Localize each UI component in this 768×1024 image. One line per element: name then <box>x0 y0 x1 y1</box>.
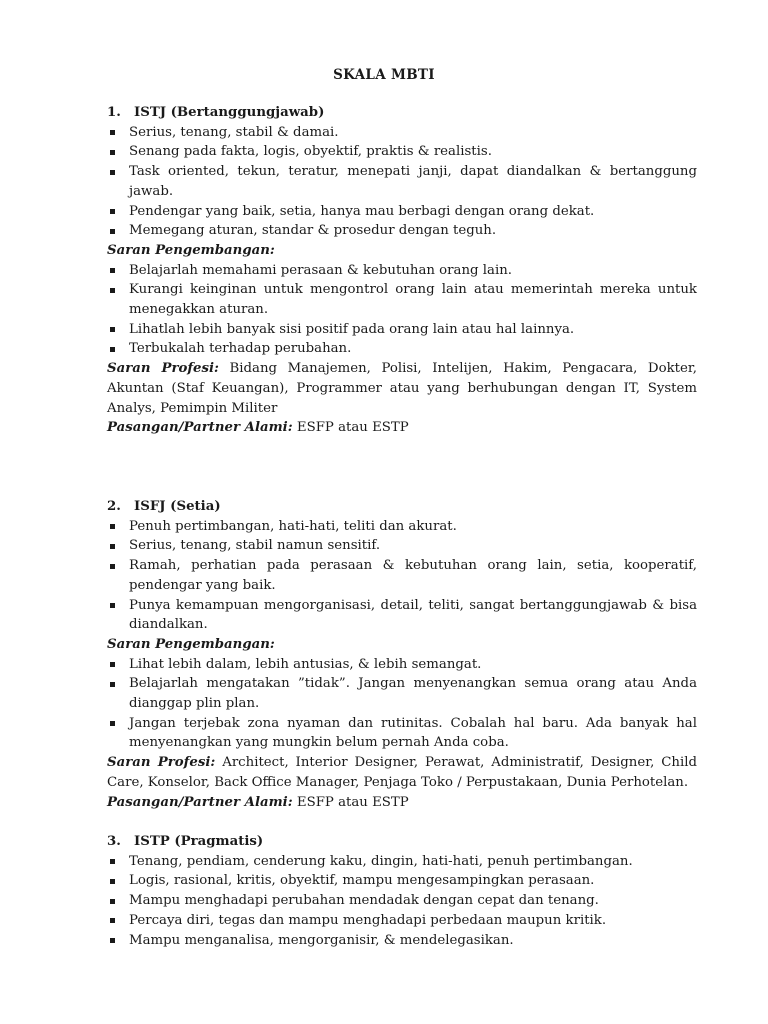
list-item: Belajarlah memahami perasaan & kebutuhan orang lain. <box>107 261 697 281</box>
list-item: Belajarlah mengatakan ”tidak”. Jangan menyenangkan semua orang atau Anda dianggap plin plan. <box>107 674 697 713</box>
profesi-paragraph <box>107 359 697 418</box>
trait-list <box>107 123 697 241</box>
list-item: Tenang, pendiam, cenderung kaku, dingin, hati-hati, penuh pertimbangan. <box>107 852 697 872</box>
section-number: 1. <box>107 105 121 120</box>
section-title: ISFJ (Setia) <box>134 499 221 514</box>
saran-list <box>107 261 697 360</box>
section-number: 2. <box>107 499 121 514</box>
profesi-paragraph <box>107 753 697 792</box>
list-item: Serius, tenang, stabil namun sensitif. <box>107 536 697 556</box>
partner-paragraph <box>107 418 697 438</box>
saran-list <box>107 655 697 754</box>
list-item: Serius, tenang, stabil & damai. <box>107 123 697 143</box>
list-item: Logis, rasional, kritis, obyektif, mampu mengesampingkan perasaan. <box>107 871 697 891</box>
list-item: Memegang aturan, standar & prosedur dengan teguh. <box>107 221 697 241</box>
list-item: Penuh pertimbangan, hati-hati, teliti dan akurat. <box>107 517 697 537</box>
section-title: ISTJ (Bertanggungjawab) <box>134 105 325 120</box>
partner-text: ESFP atau ESTP <box>296 420 409 436</box>
list-item: Punya kemampuan mengorganisasi, detail, teliti, sangat bertanggungjawab & bisa diandalkan. <box>107 596 697 635</box>
document-title: SKALA MBTI <box>333 67 435 83</box>
list-item: Lihat lebih dalam, lebih antusias, & lebih semangat. <box>107 655 697 675</box>
profesi-label: Saran Profesi: <box>107 755 216 771</box>
partner-paragraph <box>107 793 697 813</box>
list-item: Mampu menganalisa, mengorganisir, & mendelegasikan. <box>107 931 697 951</box>
saran-label: Saran Pengembangan: <box>107 242 275 258</box>
list-item: Jangan terjebak zona nyaman dan rutinitas. Cobalah hal baru. Ada banyak hal menyenangkan yang mungkin belum pernah Anda coba. <box>107 714 697 753</box>
profesi-text: Bidang Manajemen, Polisi, Intelijen, Hakim, Pengacara, Dokter, Akuntan (Staf Keuangan), Programmer atau yang berhubungan dengan IT, System Analys, Pemimpin Militer <box>107 361 697 416</box>
section-istj <box>107 103 697 438</box>
list-item: Senang pada fakta, logis, obyektif, praktis & realistis. <box>107 142 697 162</box>
profesi-label: Saran Profesi: <box>107 361 219 377</box>
section-heading <box>107 103 697 123</box>
partner-text: ESFP atau ESTP <box>296 794 409 810</box>
list-item: Kurangi keinginan untuk mengontrol orang lain atau memerintah mereka untuk menegakkan aturan. <box>107 280 697 319</box>
list-item: Ramah, perhatian pada perasaan & kebutuhan orang lain, setia, kooperatif, pendengar yang baik. <box>107 556 697 595</box>
profesi-text: Architect, Interior Designer, Perawat, Administratif, Designer, Child Care, Konselor, Back Office Manager, Penjaga Toko / Perpustakaan, Dunia Perhotelan. <box>107 755 698 790</box>
list-item: Terbukalah terhadap perubahan. <box>107 339 697 359</box>
partner-label: Pasangan/Partner Alami: <box>107 794 293 810</box>
list-item: Percaya diri, tegas dan mampu menghadapi perbedaan maupun kritik. <box>107 911 697 931</box>
list-item: Task oriented, tekun, teratur, menepati janji, dapat diandalkan & bertanggung jawab. <box>107 162 697 201</box>
list-item: Mampu menghadapi perubahan mendadak dengan cepat dan tenang. <box>107 891 697 911</box>
section-istp <box>107 832 697 950</box>
trait-list <box>107 852 697 951</box>
section-heading <box>107 497 697 517</box>
section-isfj <box>107 497 697 812</box>
list-item: Pendengar yang baik, setia, hanya mau berbagi dengan orang dekat. <box>107 202 697 222</box>
saran-label: Saran Pengembangan: <box>107 636 275 652</box>
section-heading <box>107 832 697 852</box>
section-number: 3. <box>107 834 121 849</box>
trait-list <box>107 517 697 635</box>
section-title: ISTP (Pragmatis) <box>134 834 264 849</box>
list-item: Lihatlah lebih banyak sisi positif pada orang lain atau hal lainnya. <box>107 320 697 340</box>
partner-label: Pasangan/Partner Alami: <box>107 420 293 436</box>
